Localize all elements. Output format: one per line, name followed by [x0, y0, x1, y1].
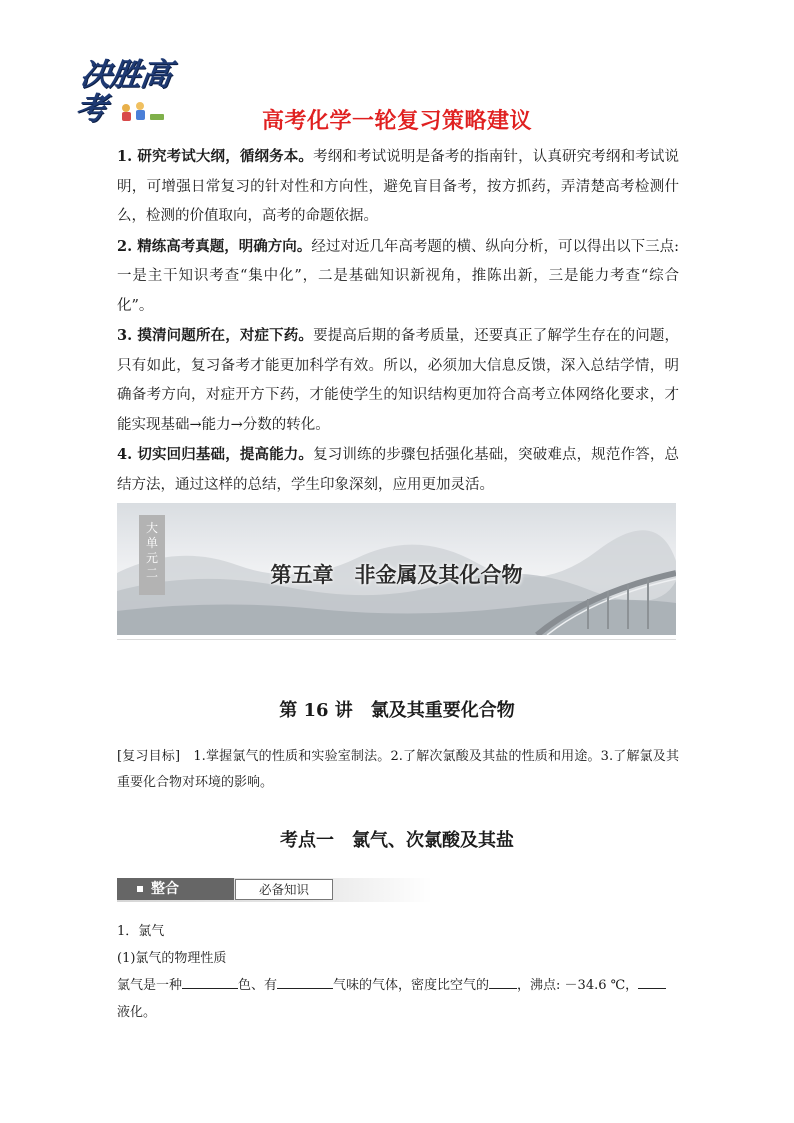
advice-text: 复习训练的步骤包括强化基础，突破难点，规范作答，总结方法，通过这样的总结，学生印象深刻，应用更加灵活。 [117, 447, 680, 493]
section-title: 考点一 氯气、次氯酸及其盐 [280, 830, 514, 851]
unit-char: 单 [145, 536, 158, 550]
advice-item [117, 142, 679, 232]
advice-text: 考纲和考试说明是备考的指南针，认真研究考纲和考试说明，可增强日常复习的针对性和方向性，避免盲目备考，按方抓药，弄清楚高考检测什么，检测的价值取向，高考的命题依据。 [117, 149, 680, 224]
advice-heading: 1. 研究考试大纲，循纲务本。 [117, 148, 314, 165]
chapter-banner [117, 503, 676, 635]
review-goals-label: [复习目标] [117, 749, 181, 764]
advice-heading: 3. 摸清问题所在，对症下药。 [117, 327, 314, 344]
unit-char: 大 [145, 521, 158, 535]
advice-item [117, 440, 679, 500]
advice-heading: 2. 精练高考真题，明确方向。 [117, 237, 312, 255]
tab-integrate: 整合 [117, 878, 234, 900]
chapter-title: 第五章 非金属及其化合物 [270, 563, 523, 587]
advice-item [117, 321, 679, 440]
blank-field[interactable] [638, 974, 666, 989]
blank-field[interactable] [489, 974, 517, 989]
review-goals [117, 744, 679, 796]
blank-field[interactable] [277, 974, 333, 989]
unit-char: 二 [145, 566, 158, 580]
tab-essential-knowledge: 必备知识 [235, 879, 333, 900]
lecture-title: 第 16 讲 氯及其重要化合物 [279, 700, 515, 721]
advice-text: 经过对近几年高考题的横、纵向分析，可以得出以下三点:一是主干知识考查“集中化”，二是基础知识新视角，推陈出新，三是能力考查“综合化”。 [117, 238, 680, 314]
unit-char: 元 [145, 551, 158, 565]
advice-heading: 4. 切实回归基础，提高能力。 [117, 446, 314, 463]
blank-field[interactable] [182, 974, 238, 989]
advice-item [117, 232, 679, 322]
review-goals-text: 1.掌握氯气的性质和实验室制法。2.了解次氯酸及其盐的性质和用途。3.了解氯及其重要化合物对环境的影响。 [117, 749, 679, 790]
advice-text: 要提高后期的备考质量，还要真正了解学生存在的问题，只有如此，复习备考才能更加科学有效。所以，必须加大信息反馈，深入总结学情，明确备考方向，对症开方下药，才能使学生的知识结构更加符合高考立体网络化要求，才能实现基础→能力→分数的转化。 [117, 328, 680, 433]
section-tabbar [117, 878, 432, 902]
fill-blank-line: 氯气是一种 色、有 气味的气体，密度比空气的 ，沸点: －34.6 ℃， [117, 972, 679, 999]
fill-blank-line-end: 液化。 [117, 1005, 157, 1020]
list-item: 1．氯气 [117, 924, 165, 939]
divider [117, 639, 676, 640]
advice-list [117, 142, 679, 500]
body-text [117, 918, 679, 1026]
logo-text: 决胜高考 [73, 57, 173, 127]
list-subitem: (1)氯气的物理性质 [117, 951, 227, 966]
page-title: 高考化学一轮复习策略建议 [261, 109, 532, 134]
